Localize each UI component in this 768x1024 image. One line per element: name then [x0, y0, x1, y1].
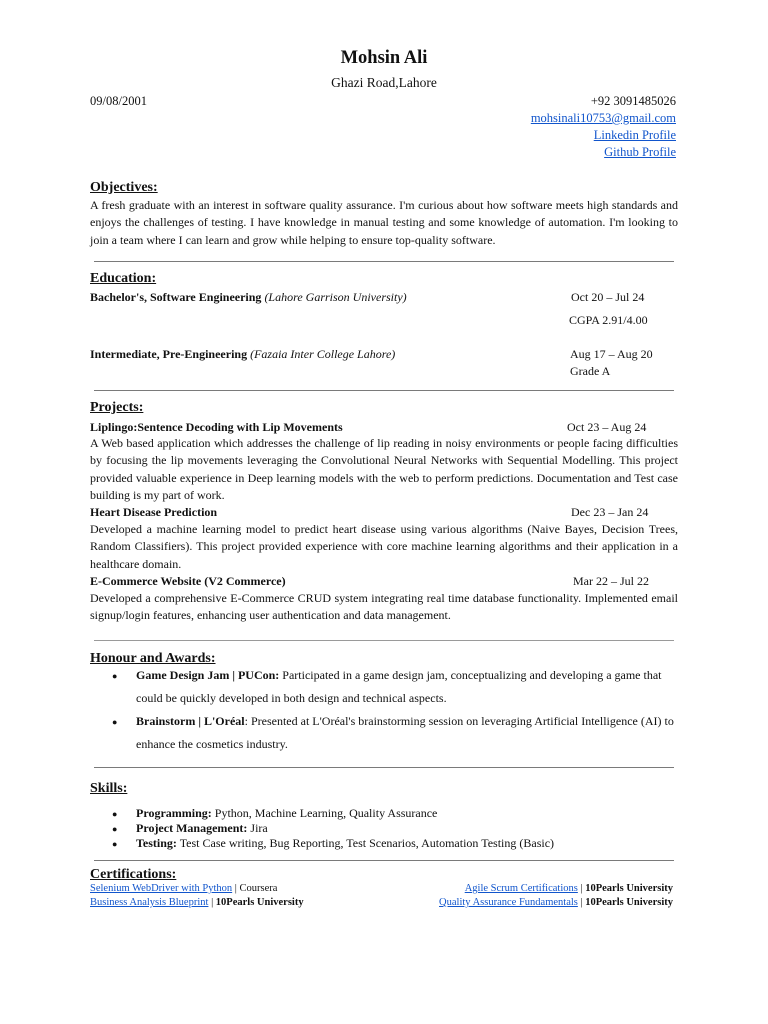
date-of-birth: 09/08/2001 — [90, 94, 147, 108]
certifications-heading: Certifications: — [90, 867, 177, 882]
project-dates: Mar 22 – Jul 22 — [573, 574, 649, 588]
phone-number: +92 3091485026 — [590, 94, 676, 108]
email-link[interactable]: mohsinali10753@gmail.com — [530, 111, 676, 125]
education-dates: Aug 17 – Aug 20 — [570, 347, 653, 361]
section-divider — [94, 640, 674, 641]
list-item — [90, 664, 678, 710]
candidate-name: Mohsin Ali — [340, 48, 428, 68]
separator: | — [577, 883, 586, 894]
school-name: (Fazaia Inter College Lahore) — [250, 347, 396, 361]
section-divider — [94, 261, 674, 262]
project-description: Developed a machine learning model to predict heart disease using various algorithms (Naive Bayes, Decision Trees, Random Classifiers). This project provided experience with core machine learning algorithms and their application in a healthcare domain. — [90, 522, 678, 571]
project-dates: Oct 23 – Aug 24 — [567, 420, 647, 434]
project-title: Heart Disease Prediction — [90, 505, 218, 519]
section-divider — [94, 767, 674, 768]
skill-value: Test Case writing, Bug Reporting, Test Scenarios, Automation Testing (Basic) — [176, 836, 555, 850]
certification-issuer: Coursera — [239, 883, 278, 894]
skills-list — [90, 806, 678, 851]
objectives-text: A fresh graduate with an interest in software quality assurance. I'm curious about how software meets high standards and enjoys the challenges of testing. I have knowledge in manual testing and some knowledge of automation. I'm looking to join a team where I can learn and grow while helping to ensure top-quality software. — [90, 198, 678, 247]
skill-label: Programming: — [136, 806, 212, 820]
skill-label: Testing: — [136, 836, 177, 850]
certification-issuer: 10Pearls University — [215, 897, 304, 908]
education-heading: Education: — [90, 271, 157, 286]
project-description: Developed a comprehensive E-Commerce CRUD system integrating real time database functionality. Implemented email signup/login features, enhancing user authentication and data management. — [90, 591, 678, 623]
award-text: : Presented at L'Oréal's brainstorming session on leveraging Artificial Intelligence (AI) to enhance the cosmetics industry. — [136, 714, 674, 751]
education-dates: Oct 20 – Jul 24 — [571, 290, 645, 304]
skill-value: Jira — [247, 821, 268, 835]
school-name: (Lahore Garrison University) — [264, 290, 407, 304]
address: Ghazi Road,Lahore — [331, 75, 437, 90]
education-grade: CGPA 2.91/4.00 — [569, 313, 648, 327]
linkedin-link[interactable]: Linkedin Profile — [593, 128, 676, 142]
certification-link[interactable]: Agile Scrum Certifications — [464, 883, 578, 894]
list-item — [90, 710, 678, 756]
section-divider — [94, 860, 674, 861]
degree-title: Bachelor's, Software Engineering — [90, 290, 262, 304]
certification-link[interactable]: Selenium WebDriver with Python — [90, 883, 233, 894]
certification-item — [465, 883, 673, 894]
education-grade: Grade A — [570, 364, 611, 378]
award-title: Brainstorm | L'Oréal — [136, 714, 245, 728]
project-dates: Dec 23 – Jan 24 — [571, 505, 649, 519]
education-item-degree — [90, 290, 407, 305]
list-item — [90, 821, 678, 836]
certification-link[interactable]: Business Analysis Blueprint — [90, 897, 209, 908]
degree-title: Intermediate, Pre-Engineering — [90, 347, 248, 361]
list-item — [90, 806, 678, 821]
list-item — [90, 836, 678, 851]
award-text: Participated in a game design jam, conceptualizing and developing a game that could be quickly developed in both design and technical aspects. — [136, 668, 662, 705]
skill-value: Python, Machine Learning, Quality Assurance — [211, 806, 438, 820]
separator: | — [577, 897, 586, 908]
separator: | — [208, 897, 216, 908]
certification-issuer: 10Pearls University — [585, 897, 673, 908]
project-description: A Web based application which addresses the challenge of lip reading in noisy environments or people facing difficulties by focusing the lip movements leveraging the Convolutional Neural Networks with Sequential Modelling. This project provided valuable experience in Deep learning models with the web to perform predictions. Documentation and Test case building is my part of work. — [90, 436, 678, 502]
skills-heading: Skills: — [90, 781, 128, 796]
skill-label: Project Management: — [136, 821, 248, 835]
separator: | — [232, 883, 240, 894]
education-item-intermediate — [90, 347, 395, 362]
certification-item — [90, 883, 277, 894]
honours-heading: Honour and Awards: — [90, 651, 216, 666]
honours-list — [90, 664, 678, 756]
projects-heading: Projects: — [90, 400, 144, 415]
objectives-heading: Objectives: — [90, 180, 158, 195]
certification-issuer: 10Pearls University — [585, 883, 673, 894]
project-title: E-Commerce Website (V2 Commerce) — [90, 574, 286, 588]
github-link[interactable]: Github Profile — [604, 145, 676, 159]
section-divider — [94, 390, 674, 391]
project-title: Liplingo:Sentence Decoding with Lip Movements — [90, 420, 343, 434]
certification-link[interactable]: Quality Assurance Fundamentals — [439, 897, 578, 908]
award-title: Game Design Jam | PUCon: — [136, 668, 280, 682]
certification-item — [439, 897, 673, 908]
resume-page — [90, 0, 678, 1024]
certification-item — [90, 897, 304, 908]
